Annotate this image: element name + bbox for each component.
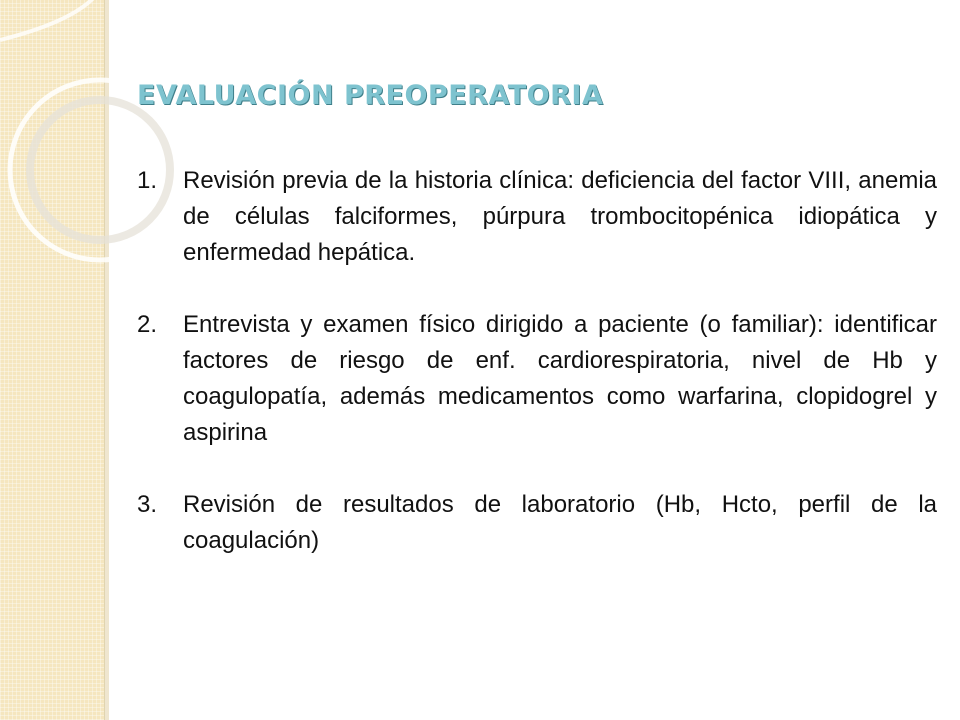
decorative-arc-top [0, 0, 100, 40]
list-item-text: Revisión de resultados de laboratorio (Hb, Hcto, perfil de la coagulación) [183, 491, 937, 554]
list-item-number: 3. [137, 491, 158, 518]
list-item [137, 307, 937, 451]
slide-title: EVALUACIÓN PREOPERATORIA [137, 80, 604, 111]
list-item-number: 2. [137, 311, 158, 338]
list-item [137, 163, 937, 271]
list-item-text: Revisión previa de la historia clínica: deficiencia del factor VIII, anemia de células falciformes, púrpura trombocitopénica idiopática y enfermedad hepática. [183, 167, 937, 266]
list-item [137, 487, 937, 559]
list-item-number: 1. [137, 167, 158, 194]
preoperative-steps-list [137, 163, 937, 595]
list-item-text: Entrevista y examen físico dirigido a paciente (o familiar): identificar factores de riesgo de enf. cardiorespiratoria, nivel de Hb y coagulopatía, además medicamentos como warfarina, clopidogrel y aspirina [183, 311, 937, 446]
